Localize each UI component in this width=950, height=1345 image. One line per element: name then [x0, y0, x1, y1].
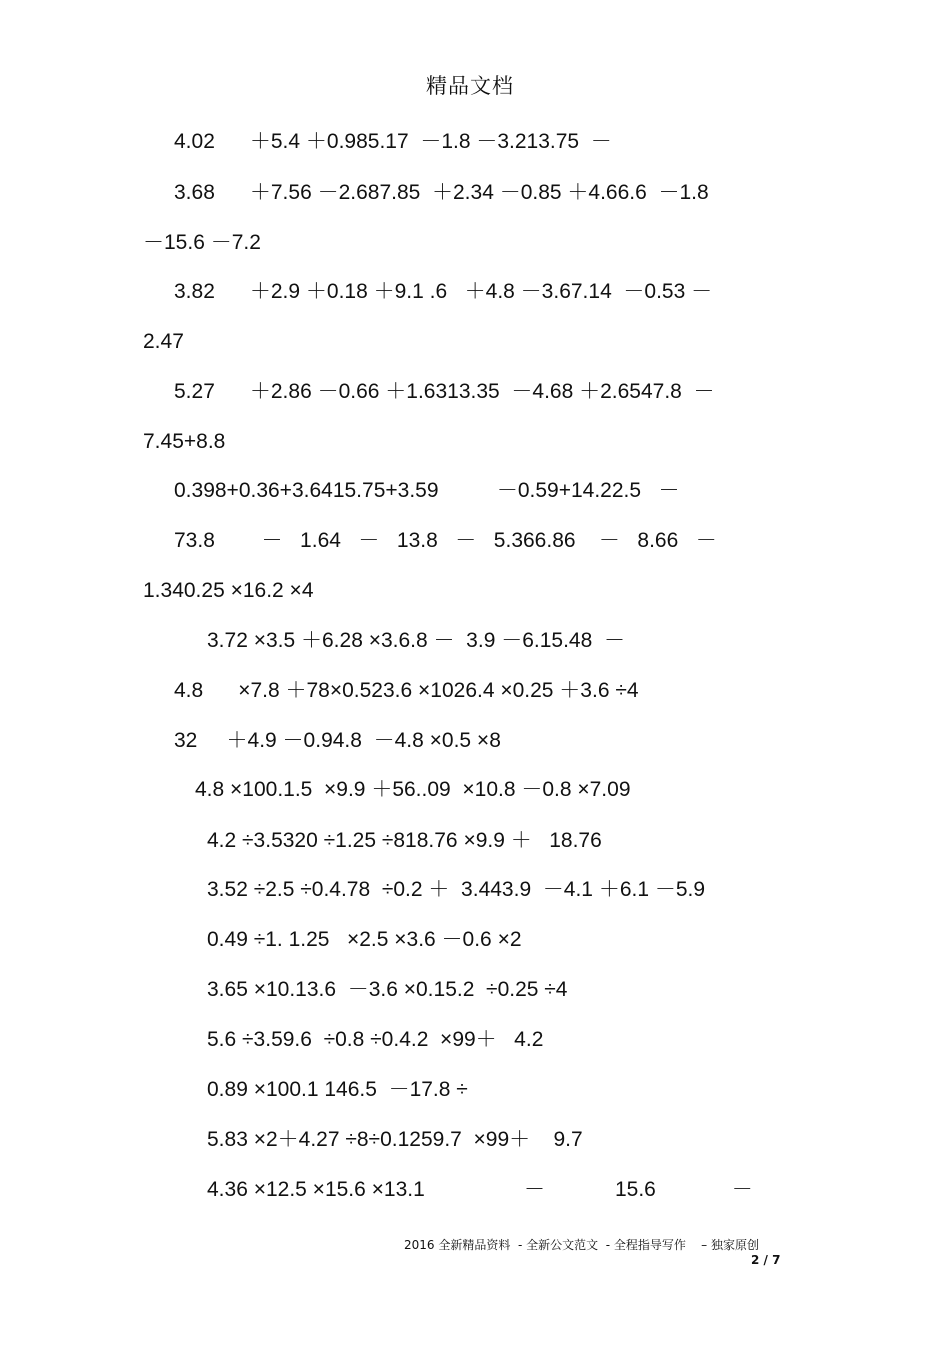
exercise-line: 3.65 ×10.13.6 －3.6 ×0.15.2 ÷0.25 ÷4 — [207, 978, 568, 1001]
exercise-line: 3.52 ÷2.5 ÷0.4.78 ÷0.2 ＋ 3.443.9 －4.1 ＋6.1 －5.9 — [207, 878, 706, 901]
exercise-line: 2.47 — [143, 330, 184, 353]
exercise-line: 73.8 － 1.64 － 13.8 － 5.366.86 － 8.66 － — [174, 529, 717, 552]
exercise-line: 5.6 ÷3.59.6 ÷0.8 ÷0.4.2 ×99＋ 4.2 — [207, 1028, 544, 1051]
exercise-line: 1.340.25 ×16.2 ×4 — [143, 579, 314, 602]
exercise-line: 32 ＋4.9 －0.94.8 －4.8 ×0.5 ×8 — [174, 729, 501, 752]
exercise-line: 3.72 ×3.5 ＋6.28 ×3.6.8 － 3.9 －6.15.48 － — [207, 629, 625, 652]
exercise-line: 3.82 ＋2.9 ＋0.18 ＋9.1 .6 ＋4.8 －3.67.14 －0.53 － — [174, 280, 713, 303]
exercise-line: 4.2 ÷3.5320 ÷1.25 ÷818.76 ×9.9 ＋ 18.76 — [207, 829, 602, 852]
footer-text: 2016 全新精品资料 - 全新公文范文 - 全程指导写作 – 独家原创 — [404, 1238, 759, 1252]
exercise-line: 4.8 ×100.1.5 ×9.9 ＋56..09 ×10.8 －0.8 ×7.09 — [195, 778, 631, 801]
exercise-line: 4.36 ×12.5 ×15.6 ×13.1 － 15.6 － — [207, 1178, 753, 1201]
page-header-title: 精品文档 — [426, 74, 514, 98]
exercise-line: 3.68 ＋7.56 －2.687.85 ＋2.34 －0.85 ＋4.66.6 －1.8 — [174, 181, 709, 204]
exercise-line: 0.49 ÷1. 1.25 ×2.5 ×3.6 －0.6 ×2 — [207, 928, 522, 951]
exercise-line: 0.398+0.36+3.6415.75+3.59 －0.59+14.22.5 － — [174, 479, 680, 502]
exercise-line: 5.83 ×2＋4.27 ÷8÷0.1259.7 ×99＋ 9.7 — [207, 1128, 583, 1151]
exercise-line: 0.89 ×100.1 146.5 －17.8 ÷ — [207, 1078, 468, 1101]
exercise-line: 7.45+8.8 — [143, 430, 226, 453]
page-number: 2 / 7 — [751, 1253, 781, 1267]
exercise-line: 4.8 ×7.8 ＋78×0.523.6 ×1026.4 ×0.25 ＋3.6 ÷4 — [174, 679, 639, 702]
exercise-line: －15.6 －7.2 — [143, 231, 261, 254]
exercise-line: 5.27 ＋2.86 －0.66 ＋1.6313.35 －4.68 ＋2.6547.8 － — [174, 380, 715, 403]
exercise-line: 4.02 ＋5.4 ＋0.985.17 －1.8 －3.213.75 － — [174, 130, 612, 153]
